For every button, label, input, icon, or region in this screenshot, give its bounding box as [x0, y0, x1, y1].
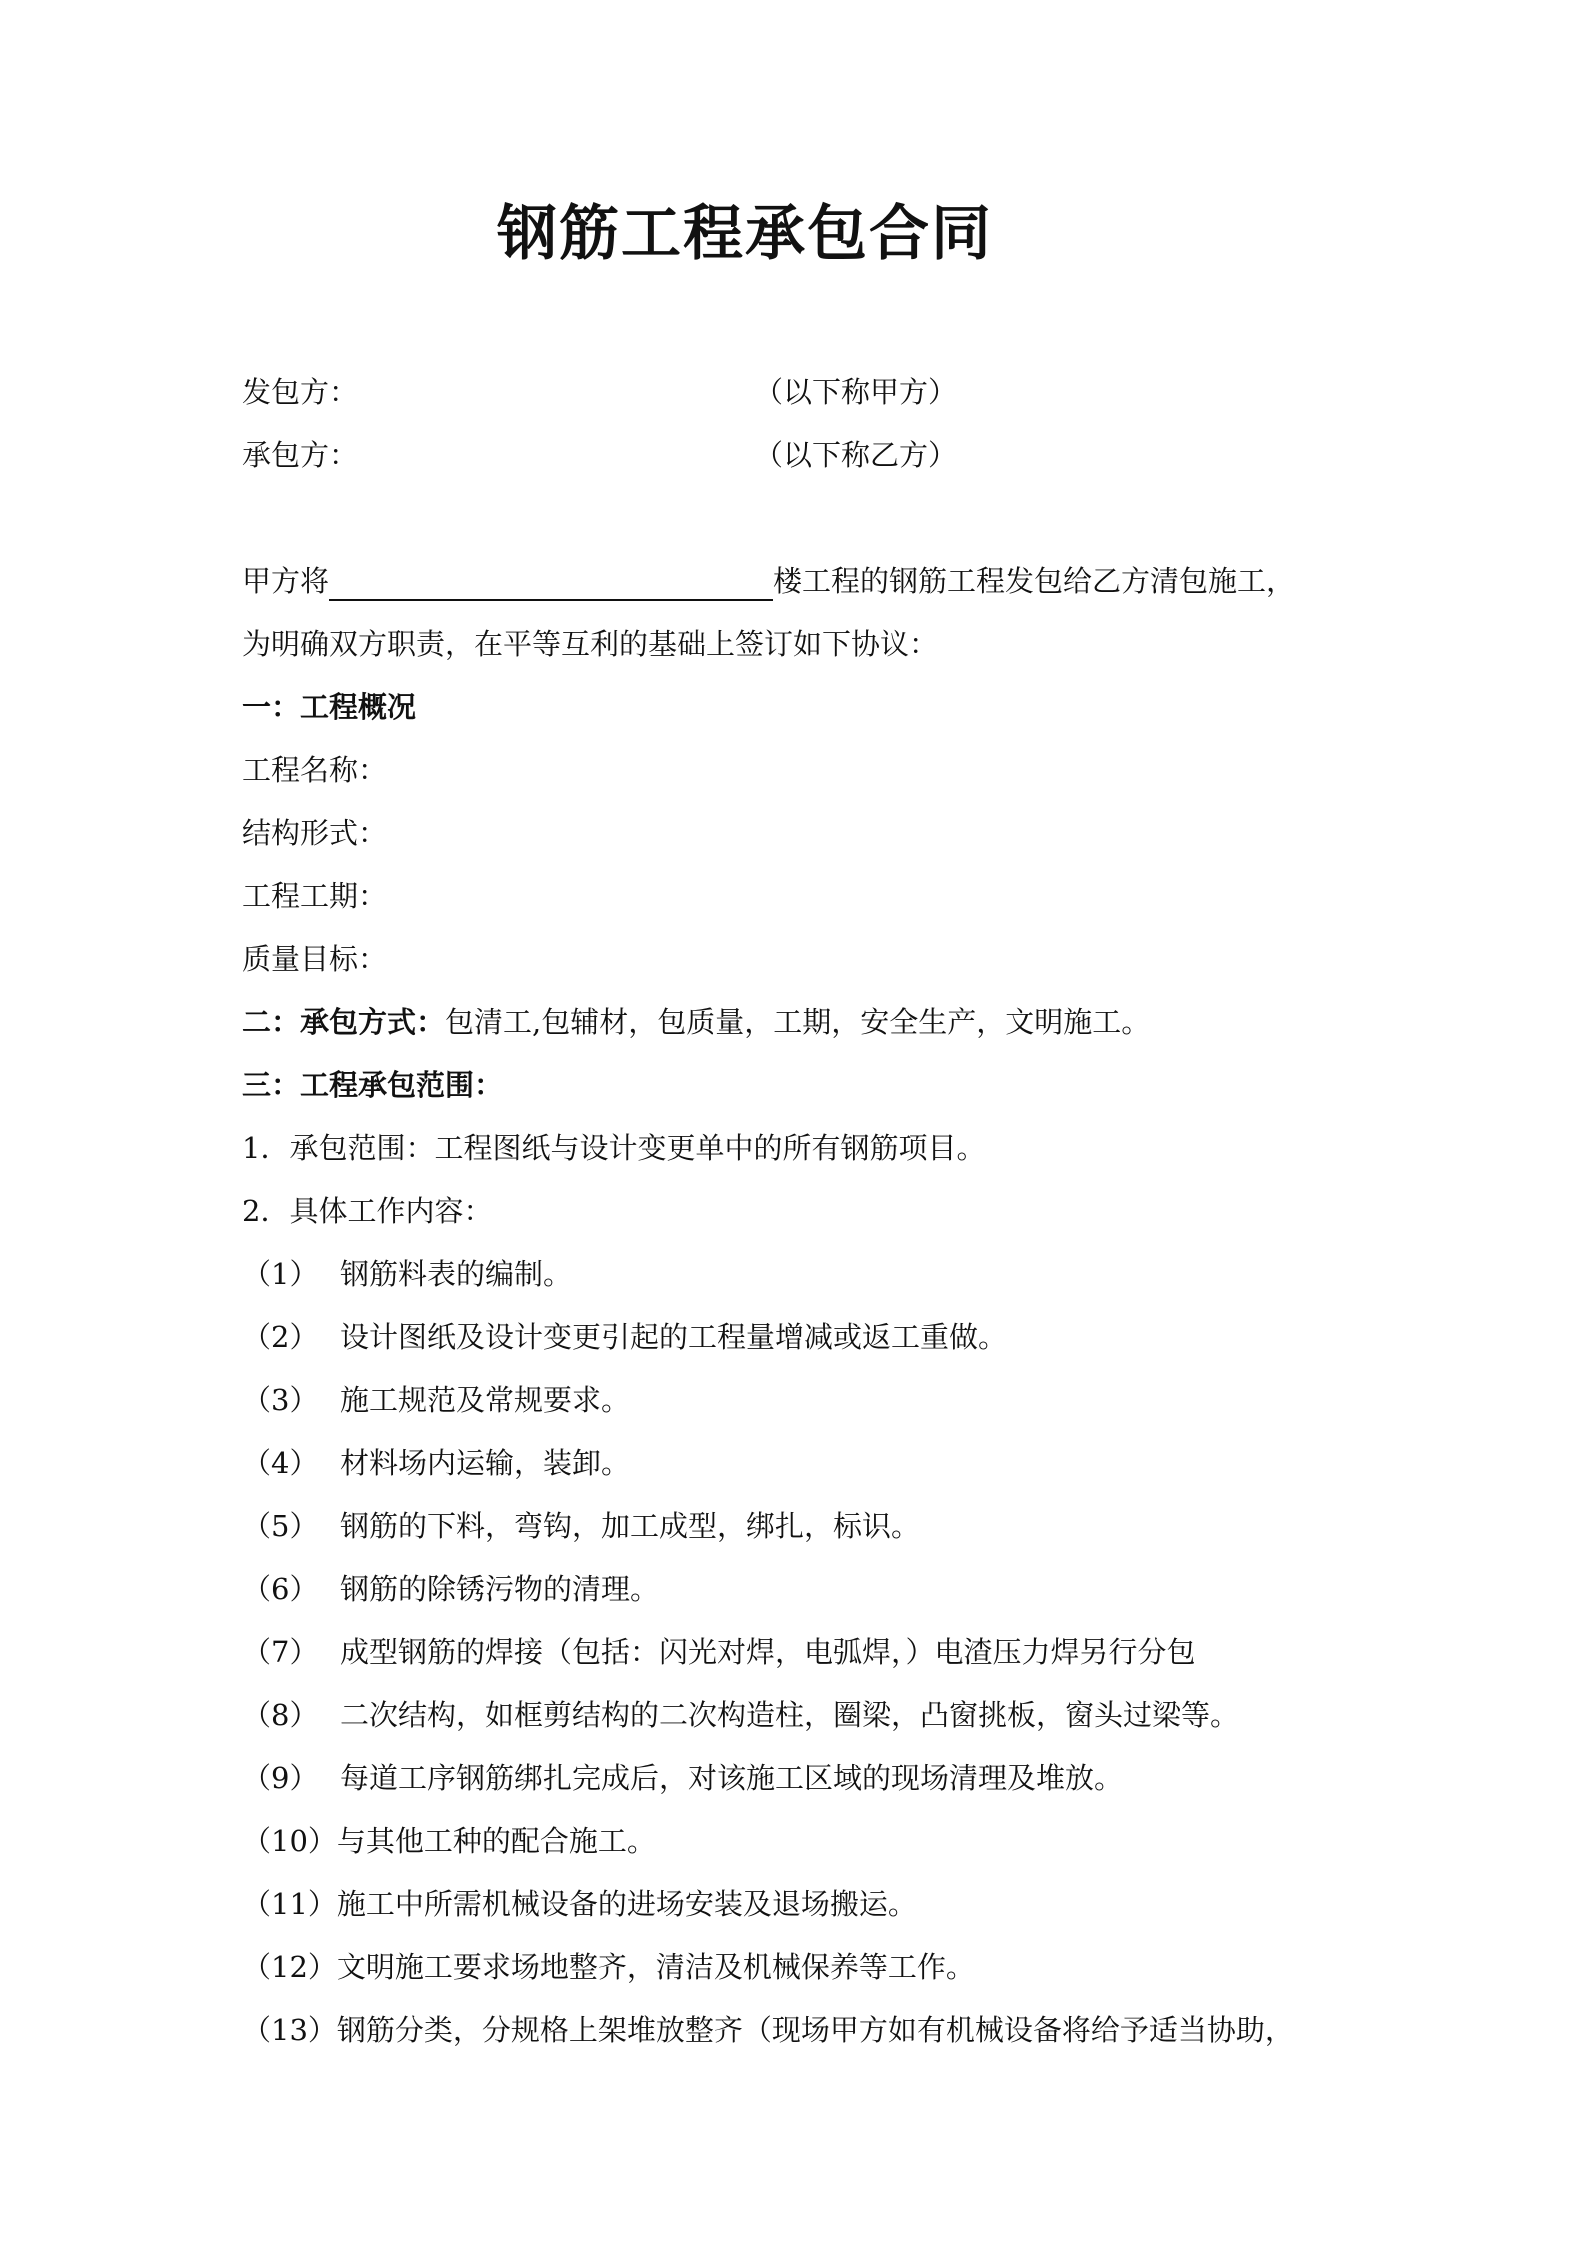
- item-number: （7）: [242, 1635, 319, 1669]
- section2-heading: 承包方式：: [300, 1005, 446, 1039]
- item-text: 设计图纸及设计变更引起的工程量增减或返工重做。: [340, 1320, 1008, 1354]
- item-number: （2）: [242, 1320, 319, 1354]
- field-duration: 工程工期：: [242, 879, 388, 913]
- item-number: （13）: [242, 2013, 337, 2047]
- list-item: [242, 1317, 1007, 1357]
- item-number: （3）: [242, 1383, 319, 1417]
- list-item: [242, 1506, 920, 1546]
- item-text: 文明施工要求场地整齐，清洁及机械保养等工作。: [336, 1950, 975, 1984]
- item-number: （10）: [242, 1824, 337, 1858]
- contractor-alias: （以下称乙方）: [754, 438, 958, 472]
- section2-line: [242, 1002, 1150, 1042]
- list-item: [242, 1632, 1196, 1672]
- section3-heading: 三：工程承包范围：: [242, 1068, 504, 1102]
- section1-heading: 一：工程概况: [242, 690, 417, 724]
- field-structure-type: 结构形式：: [242, 816, 388, 850]
- employer-line: [242, 372, 957, 412]
- intro-line-2: 为明确双方职责，在平等互利的基础上签订如下协议：: [242, 627, 939, 661]
- item-text: 钢筋的除锈污物的清理。: [340, 1572, 660, 1606]
- section2-text: 包清工,包辅材，包质量，工期，安全生产，文明施工。: [445, 1005, 1151, 1039]
- item-text: 每道工序钢筋绑扎完成后，对该施工区域的现场清理及堆放。: [340, 1761, 1124, 1795]
- item-text: 成型钢筋的焊接（包括：闪光对焊，电弧焊，）电渣压力焊另行分包: [340, 1635, 1196, 1669]
- project-name-blank: [329, 567, 773, 601]
- list-item: [242, 1947, 975, 1987]
- list-item: [242, 1758, 1123, 1798]
- intro-line-1: [242, 561, 1295, 601]
- list-item: [242, 2010, 1294, 2050]
- item-text: 与其他工种的配合施工。: [336, 1824, 656, 1858]
- document-title: 钢筋工程承包合同: [497, 199, 993, 269]
- item-number: （11）: [242, 1887, 337, 1921]
- intro-prefix: 甲方将: [242, 564, 330, 598]
- item-text: 钢筋料表的编制。: [340, 1257, 573, 1291]
- list-item: [242, 1884, 917, 1924]
- list-item: [242, 1443, 630, 1483]
- field-quality-target: 质量目标：: [242, 942, 388, 976]
- scope-point-2: 2．具体工作内容：: [242, 1194, 493, 1228]
- item-text: 材料场内运输，装卸。: [340, 1446, 631, 1480]
- item-text: 钢筋分类，分规格上架堆放整齐（现场甲方如有机械设备将给予适当协助，: [336, 2013, 1294, 2047]
- field-project-name: 工程名称：: [242, 753, 388, 787]
- item-text: 钢筋的下料，弯钩，加工成型，绑扎，标识。: [340, 1509, 921, 1543]
- list-item: [242, 1821, 656, 1861]
- item-text: 二次结构，如框剪结构的二次构造柱，圈梁，凸窗挑板，窗头过梁等。: [340, 1698, 1240, 1732]
- section2-num: 二：: [242, 1005, 301, 1039]
- item-number: （12）: [242, 1950, 337, 1984]
- employer-label: 发包方：: [242, 375, 359, 409]
- item-number: （9）: [242, 1761, 319, 1795]
- list-item: [242, 1254, 572, 1294]
- scope-point-1: 1．承包范围：工程图纸与设计变更单中的所有钢筋项目。: [242, 1131, 986, 1165]
- list-item: [242, 1569, 659, 1609]
- item-text: 施工规范及常规要求。: [340, 1383, 631, 1417]
- item-number: （1）: [242, 1257, 319, 1291]
- intro-suffix: 楼工程的钢筋工程发包给乙方清包施工，: [773, 564, 1296, 598]
- list-item: [242, 1380, 630, 1420]
- employer-alias: （以下称甲方）: [754, 375, 958, 409]
- item-number: （8）: [242, 1698, 319, 1732]
- item-text: 施工中所需机械设备的进场安装及退场搬运。: [336, 1887, 917, 1921]
- contractor-label: 承包方：: [242, 438, 359, 472]
- item-number: （4）: [242, 1446, 319, 1480]
- item-number: （6）: [242, 1572, 319, 1606]
- item-number: （5）: [242, 1509, 319, 1543]
- contractor-line: [242, 435, 957, 475]
- list-item: [242, 1695, 1239, 1735]
